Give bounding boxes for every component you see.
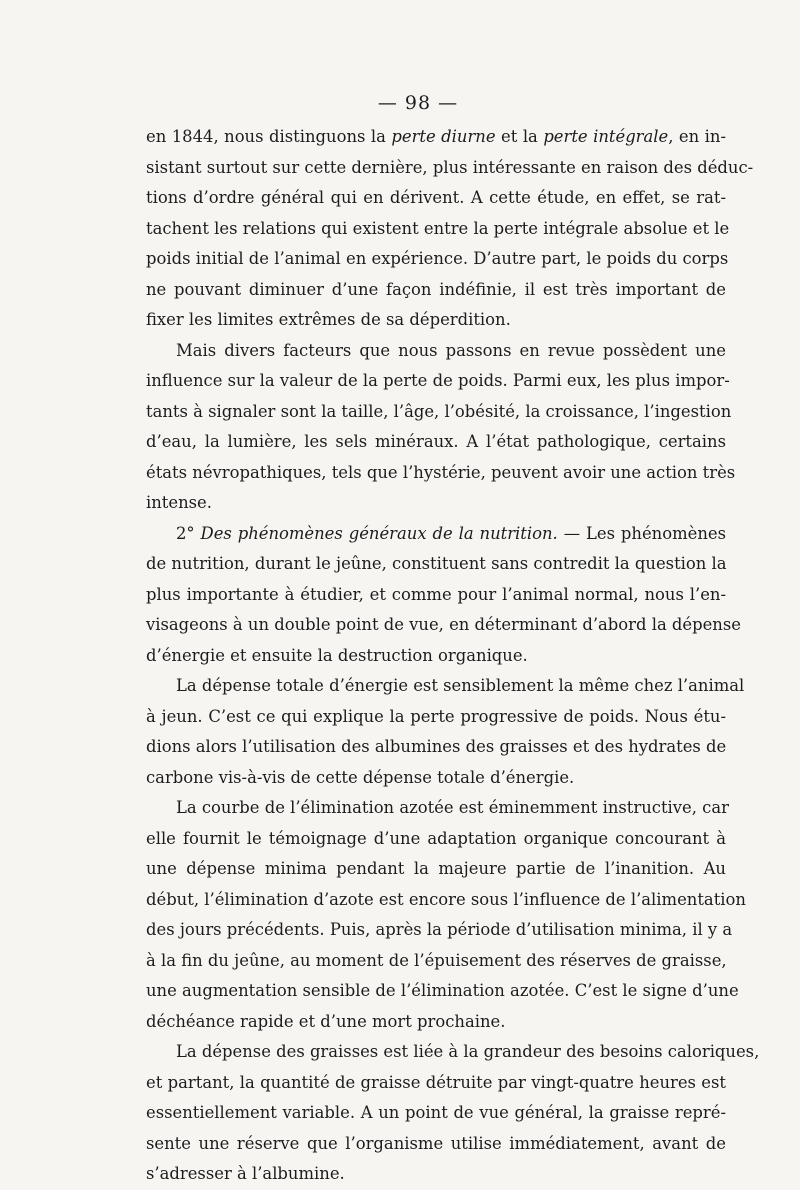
text-line (146, 458, 736, 489)
text-line (146, 641, 726, 672)
text-segment: en 1844, nous distinguons la (146, 127, 392, 146)
italic-text: Des phénomènes généraux de la nutrition. (200, 523, 558, 543)
text-segment: visageons à un double point de vue, en déterminant d’abord la dépense (146, 615, 741, 634)
italic-text: perte intégrale (543, 127, 669, 146)
text-segment: états névropathiques, tels que l’hystérie, peuvent avoir une action très (146, 462, 736, 482)
text-line (146, 549, 726, 580)
text-line (146, 244, 729, 275)
text-segment: dions alors l’utilisation des albumines des graisses et des hydrates de (146, 737, 727, 756)
text-segment: tants à signaler sont la taille, l’âge, l’obésité, la croissance, l’ingestion (146, 401, 732, 421)
text-segment: poids initial de l’animal en expérience. D’autre part, le poids du corps (146, 249, 729, 268)
text-segment: influence sur la valeur de la perte de poids. Parmi eux, les plus impor- (146, 371, 730, 390)
text-line (146, 122, 726, 153)
text-line (146, 1098, 726, 1129)
text-segment: plus importante à étudier, et comme pour l’animal normal, nous l’en- (146, 584, 726, 604)
italic-text: perte diurne (391, 127, 496, 146)
text-segment: s’adresser à l’albumine. (146, 1164, 345, 1183)
text-line (146, 854, 726, 885)
text-line (146, 671, 745, 702)
text-line (146, 946, 726, 977)
text-segment: et partant, la quantité de graisse détruite par vingt-quatre heures est (146, 1072, 726, 1092)
text-line (146, 702, 726, 733)
text-segment: de nutrition, durant le jeûne, constituent sans contredit la question la (146, 554, 727, 573)
text-line (146, 763, 726, 794)
text-line (146, 976, 739, 1007)
text-segment: La dépense des graisses est liée à la grandeur des besoins caloriques, (176, 1042, 760, 1061)
text-line (146, 305, 726, 336)
text-line (146, 153, 754, 184)
text-line (146, 732, 726, 763)
text-segment: à jeun. C’est ce qui explique la perte progressive de poids. Nous étu- (146, 706, 726, 726)
text-segment: et la (495, 127, 544, 146)
text-segment: — Les phénomènes (557, 523, 727, 543)
text-segment: début, l’élimination d’azote est encore sous l’influence de l’alimentation (146, 889, 746, 909)
text-line (146, 214, 730, 245)
text-line (146, 366, 730, 397)
text-segment: intense. (146, 493, 212, 512)
text-segment: Mais divers facteurs que nous passons en revue possèdent une (176, 340, 726, 360)
text-segment: déchéance rapide et d’une mort prochaine. (146, 1011, 506, 1031)
text-segment: d’eau, la lumière, les sels minéraux. A l’état pathologique, certains (146, 432, 726, 451)
text-segment: sente une réserve que l’organisme utilise immédiatement, avant de (146, 1133, 726, 1153)
text-segment: une dépense minima pendant la majeure partie de l’inanition. Au (146, 859, 726, 878)
text-line (146, 427, 726, 458)
body-text (146, 122, 760, 1190)
text-segment: fixer les limites extrêmes de sa déperdition. (146, 310, 511, 329)
text-line (146, 885, 746, 916)
text-line (146, 275, 726, 306)
page-number: — 98 — (377, 92, 459, 114)
text-segment: carbone vis-à-vis de cette dépense totale d’énergie. (146, 767, 575, 787)
text-line (146, 397, 732, 428)
text-line (146, 1159, 726, 1190)
text-line (146, 519, 726, 550)
text-segment: ne pouvant diminuer d’une façon indéfinie, il est très important de (146, 279, 726, 299)
text-segment: elle fournit le témoignage d’une adaptation organique concourant à (146, 828, 726, 848)
text-line (146, 183, 726, 214)
text-line (146, 580, 726, 611)
text-line (146, 793, 729, 824)
text-line (146, 1129, 726, 1160)
text-segment: La dépense totale d’énergie est sensiblement la même chez l’animal (176, 676, 745, 695)
text-segment: essentiellement variable. A un point de vue général, la graisse repré- (146, 1103, 726, 1122)
text-line (146, 824, 726, 855)
text-segment: une augmentation sensible de l’élimination azotée. C’est le signe d’une (146, 981, 739, 1000)
text-segment: 2° (176, 523, 201, 543)
text-segment: La courbe de l’élimination azotée est éminemment instructive, car (176, 798, 729, 817)
text-segment: sistant surtout sur cette dernière, plus intéressante en raison des déduc- (146, 157, 754, 177)
text-line (146, 610, 741, 641)
text-segment: , en in- (668, 127, 726, 146)
text-line (146, 1007, 726, 1038)
text-line (146, 1068, 726, 1099)
text-line (146, 336, 726, 367)
text-line (146, 1037, 760, 1068)
text-segment: tachent les relations qui existent entre la perte intégrale absolue et le (146, 218, 730, 238)
text-segment: d’énergie et ensuite la destruction organique. (146, 645, 528, 665)
text-segment: des jours précédents. Puis, après la période d’utilisation minima, il y a (146, 920, 733, 939)
text-line (146, 915, 733, 946)
text-segment: à la fin du jeûne, au moment de l’épuisement des réserves de graisse, (146, 950, 727, 970)
text-line (146, 488, 726, 519)
text-segment: tions d’ordre général qui en dérivent. A cette étude, en effet, se rat- (146, 188, 726, 207)
